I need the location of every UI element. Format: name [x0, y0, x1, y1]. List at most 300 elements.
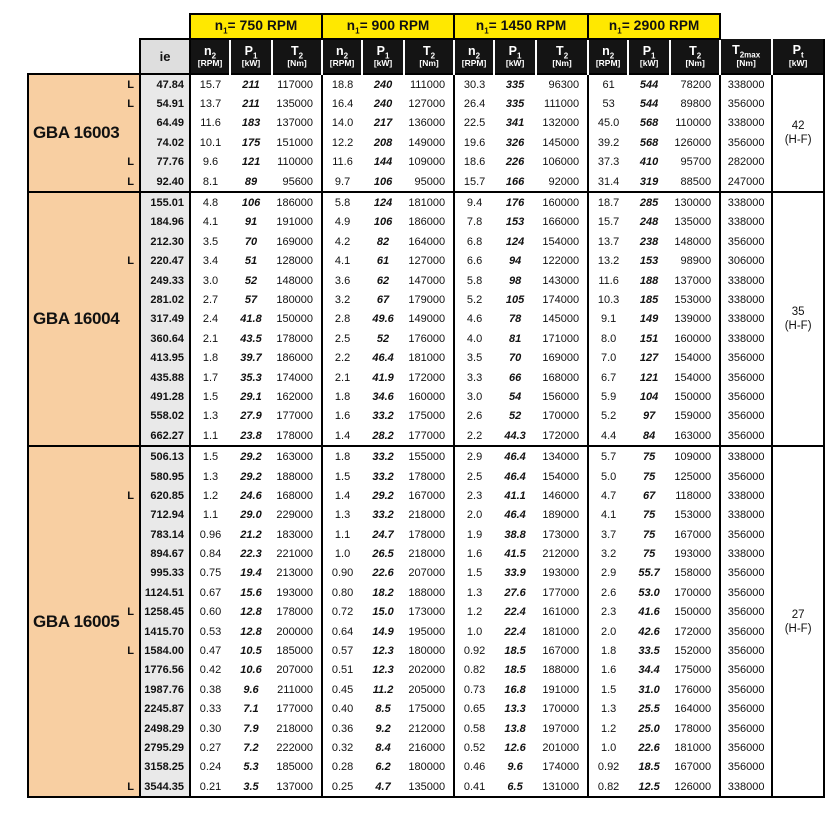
n2-cell: 18.7	[588, 192, 628, 212]
p1-cell: 124	[505, 235, 525, 248]
pt-cell	[772, 192, 824, 446]
t2-cell: 126000	[674, 780, 712, 793]
ie-cell: 54.91	[140, 94, 190, 113]
n2-cell: 0.27	[190, 738, 230, 757]
l-marker	[112, 290, 140, 309]
t2-cell: 193000	[276, 586, 314, 599]
n2-cell: 3.5	[454, 348, 494, 367]
n2-cell: 1.8	[322, 387, 362, 406]
table-body	[28, 74, 824, 797]
p1-cell: 22.3	[240, 548, 262, 561]
n2-cell: 4.1	[190, 213, 230, 232]
n2-cell: 37.3	[588, 153, 628, 172]
t2-cell: 178000	[276, 429, 314, 442]
p1-cell: 176	[494, 192, 536, 212]
t2-cell: 188000	[408, 586, 446, 599]
p1-cell: 81	[508, 332, 522, 345]
l-marker: L	[112, 252, 140, 271]
n2-cell: 0.33	[190, 700, 230, 719]
p1-cell: 9.6	[507, 761, 523, 774]
p1-cell: 21.2	[240, 528, 262, 541]
p1-cell: 335	[494, 74, 536, 94]
p1-cell: 42.6	[638, 625, 660, 638]
t2-cell: 149000	[408, 136, 446, 149]
p1-cell: 12.8	[240, 625, 262, 638]
t2-cell: 185000	[276, 761, 314, 774]
n2-cell: 1.2	[588, 719, 628, 738]
t2max-cell: 356000	[720, 387, 772, 406]
n2-cell: 0.73	[454, 680, 494, 699]
t2-cell: 178000	[276, 332, 314, 345]
ie-cell: 155.01	[140, 192, 190, 212]
p1-cell: 104	[639, 390, 659, 403]
ie-cell: 2245.87	[140, 700, 190, 719]
p1-cell: 66	[508, 371, 522, 384]
t2max-cell: 338000	[720, 114, 772, 133]
t2-cell: 179000	[408, 293, 446, 306]
t2-cell: 164000	[674, 703, 712, 716]
ratio-column-header: ie	[140, 39, 190, 74]
t2-cell: 207000	[276, 664, 314, 677]
ie-cell: 2795.29	[140, 738, 190, 757]
t2max-cell: 356000	[720, 564, 772, 583]
n2-cell: 1.3	[322, 506, 362, 525]
p1-cell: 41.5	[504, 548, 526, 561]
n2-cell: 4.0	[454, 329, 494, 348]
t2-cell: 139000	[674, 313, 712, 326]
t2max-cell: 356000	[720, 738, 772, 757]
p1-cell: 326	[505, 136, 525, 149]
n2-cell: 7.0	[588, 348, 628, 367]
ie-cell: 184.96	[140, 213, 190, 232]
t2max-cell: 338000	[720, 74, 772, 94]
l-marker	[112, 544, 140, 563]
p1-cell: 106	[373, 216, 393, 229]
t2-cell: 146000	[542, 489, 580, 502]
t2-cell: 175000	[408, 703, 446, 716]
n2-cell: 1.5	[588, 680, 628, 699]
ie-cell: 894.67	[140, 544, 190, 563]
n2-cell: 0.64	[322, 622, 362, 641]
table-row	[28, 387, 824, 406]
ie-cell: 281.02	[140, 290, 190, 309]
t2-cell: 137000	[276, 117, 314, 130]
p1-cell: 568	[639, 117, 659, 130]
t2-cell: 181000	[542, 625, 580, 638]
t2-cell: 200000	[276, 625, 314, 638]
l-marker: L	[112, 172, 140, 192]
p1-unit-header: $P_1$ [kW]	[628, 39, 670, 74]
n2-cell: 1.4	[322, 426, 362, 446]
t2max-cell: 356000	[720, 525, 772, 544]
p1-cell: 67	[376, 293, 390, 306]
t2max-cell: 356000	[720, 583, 772, 602]
t2max-cell: 356000	[720, 680, 772, 699]
n2-cell: 1.3	[454, 583, 494, 602]
table-row	[28, 348, 824, 367]
t2-cell: 145000	[542, 313, 580, 326]
t2max-cell: 338000	[720, 486, 772, 505]
ie-cell: 712.94	[140, 506, 190, 525]
n2-cell: 1.5	[190, 387, 230, 406]
ie-cell: 558.02	[140, 407, 190, 426]
t2-cell: 193000	[542, 567, 580, 580]
l-marker	[112, 680, 140, 699]
p1-cell: 26.5	[372, 548, 394, 561]
p1-cell: 18.5	[504, 645, 526, 658]
l-marker: L	[112, 74, 140, 94]
p1-cell: 28.2	[372, 429, 394, 442]
t2-cell: 143000	[542, 274, 580, 287]
l-marker	[112, 407, 140, 426]
n2-cell: 31.4	[588, 172, 628, 192]
p1-cell: 121	[639, 371, 659, 384]
n2-cell: 4.8	[190, 192, 230, 212]
p1-cell: 29.2	[240, 470, 262, 483]
p1-cell: 319	[639, 175, 659, 188]
p1-cell: 18.5	[638, 761, 660, 774]
table-row	[28, 74, 824, 94]
t2-cell: 125000	[674, 470, 712, 483]
n2-cell: 2.2	[454, 426, 494, 446]
n2-cell: 0.80	[322, 583, 362, 602]
p1-cell: 57	[244, 293, 258, 306]
p1-cell: 41.9	[372, 371, 394, 384]
n2-cell: 2.4	[190, 310, 230, 329]
t2max-unit-header: $T_{2max}$ [Nm]	[720, 39, 772, 74]
group-label-cell	[28, 446, 120, 797]
p1-cell: 53.0	[638, 586, 660, 599]
ie-cell: 435.88	[140, 368, 190, 387]
t2-cell: 98900	[680, 255, 712, 268]
n2-cell: 3.0	[454, 387, 494, 406]
t2max-cell: 338000	[720, 213, 772, 232]
n2-cell: 1.8	[190, 348, 230, 367]
group-label: GBA 16004	[33, 309, 120, 329]
l-marker	[112, 446, 140, 466]
table-row	[28, 192, 824, 212]
p1-cell: 124	[362, 192, 404, 212]
t2-cell: 132000	[542, 117, 580, 130]
p1-cell: 33.2	[362, 446, 404, 466]
speed-header-1450: $n_1= 1450$ RPM	[454, 14, 588, 39]
n2-cell: 3.3	[454, 368, 494, 387]
p1-cell: 34.6	[372, 390, 394, 403]
t2-cell: 158000	[674, 567, 712, 580]
l-marker	[112, 700, 140, 719]
t2-cell: 172000	[674, 625, 712, 638]
n2-cell: 1.2	[454, 603, 494, 622]
p1-cell: 75	[642, 470, 656, 483]
n2-cell: 5.8	[322, 192, 362, 212]
p1-cell: 12.3	[372, 664, 394, 677]
n2-cell: 5.2	[454, 290, 494, 309]
p1-cell: 27.6	[504, 586, 526, 599]
n2-cell: 1.3	[190, 407, 230, 426]
n2-cell: 5.0	[588, 467, 628, 486]
t2-cell: 178000	[408, 470, 446, 483]
n2-cell: 4.4	[588, 426, 628, 446]
l-marker: L	[112, 153, 140, 172]
t2-cell: 175000	[408, 410, 446, 423]
t2-cell: 183000	[276, 528, 314, 541]
l-marker	[112, 661, 140, 680]
t2-cell: 167000	[674, 761, 712, 774]
p1-cell: 9.2	[375, 722, 391, 735]
t2-cell: 186000	[276, 352, 314, 365]
p1-cell: 22.4	[504, 606, 526, 619]
t2-cell: 174000	[542, 761, 580, 774]
p1-cell: 49.6	[372, 313, 394, 326]
table-row	[28, 544, 824, 563]
t2-cell: 178000	[276, 606, 314, 619]
table-row	[28, 310, 824, 329]
p1-cell: 15.0	[372, 606, 394, 619]
n2-cell: 0.24	[190, 758, 230, 777]
n2-cell: 2.8	[322, 310, 362, 329]
n2-cell: 0.38	[190, 680, 230, 699]
p1-cell: 153	[505, 216, 525, 229]
n2-cell: 18.8	[322, 74, 362, 94]
pt-value: 27	[791, 608, 805, 621]
p1-cell: 24.7	[372, 528, 394, 541]
p1-cell: 240	[362, 74, 404, 94]
p1-cell: 94	[508, 255, 522, 268]
pt-value: 35	[791, 306, 805, 318]
t2-cell: 197000	[542, 722, 580, 735]
p1-unit-header: $P_1$ [kW]	[362, 39, 404, 74]
table-row	[28, 172, 824, 192]
n2-cell: 0.53	[190, 622, 230, 641]
table-row	[28, 252, 824, 271]
pt-unit-header: $P_t$ [kW]	[772, 39, 824, 74]
table-row	[28, 114, 824, 133]
p1-cell: 211	[230, 74, 272, 94]
speed-header-900: $n_1= 900$ RPM	[322, 14, 454, 39]
l-marker	[112, 271, 140, 290]
t2-cell: 191000	[542, 683, 580, 696]
ie-cell: 1776.56	[140, 661, 190, 680]
ie-cell: 77.76	[140, 153, 190, 172]
t2-cell: 205000	[408, 683, 446, 696]
ie-cell: 783.14	[140, 525, 190, 544]
ie-cell: 220.47	[140, 252, 190, 271]
t2-unit-header: $T_2$ [Nm]	[536, 39, 588, 74]
p1-cell: 10.5	[240, 645, 262, 658]
n2-cell: 0.47	[190, 641, 230, 660]
p1-cell: 22.6	[638, 741, 660, 754]
speed-header-2900: $n_1= 2900$ RPM	[588, 14, 720, 39]
n2-cell: 16.4	[322, 94, 362, 113]
t2-cell: 150000	[674, 606, 712, 619]
t2max-cell: 338000	[720, 446, 772, 466]
table-row	[28, 467, 824, 486]
table-row	[28, 622, 824, 641]
n2-cell: 2.0	[588, 622, 628, 641]
speed-data-table	[27, 13, 825, 798]
ie-cell: 620.85	[140, 486, 190, 505]
t2max-cell: 356000	[720, 133, 772, 152]
n2-cell: 2.0	[454, 506, 494, 525]
n2-cell: 13.7	[588, 232, 628, 251]
p1-cell: 285	[628, 192, 670, 212]
n2-cell: 18.6	[454, 153, 494, 172]
t2max-cell: 306000	[720, 252, 772, 271]
t2-cell: 172000	[408, 371, 446, 384]
n2-cell: 0.36	[322, 719, 362, 738]
l-marker	[112, 583, 140, 602]
t2-cell: 189000	[542, 509, 580, 522]
p1-cell: 11.2	[372, 683, 394, 696]
t2-cell: 156000	[542, 390, 580, 403]
t2-cell: 127000	[408, 255, 446, 268]
p1-cell: 7.9	[243, 722, 259, 735]
speed-header-750: $n_1= 750$ RPM	[190, 14, 322, 39]
n2-unit-header: $n_2$ [RPM]	[588, 39, 628, 74]
t2max-cell: 356000	[720, 758, 772, 777]
t2-cell: 155000	[404, 446, 454, 466]
ie-cell: 74.02	[140, 133, 190, 152]
t2-cell: 160000	[536, 192, 588, 212]
t2-cell: 229000	[276, 509, 314, 522]
p1-cell: 410	[639, 156, 659, 169]
n2-cell: 3.5	[190, 232, 230, 251]
t2max-cell: 282000	[720, 153, 772, 172]
t2-cell: 218000	[408, 548, 446, 561]
n2-cell: 0.28	[322, 758, 362, 777]
n2-cell: 15.7	[190, 74, 230, 94]
t2-unit-header: $T_2$ [Nm]	[670, 39, 720, 74]
n2-cell: 11.6	[190, 114, 230, 133]
n2-cell: 45.0	[588, 114, 628, 133]
ie-cell: 1124.51	[140, 583, 190, 602]
t2-cell: 161000	[542, 606, 580, 619]
ie-cell: 1987.76	[140, 680, 190, 699]
n2-cell: 0.42	[190, 661, 230, 680]
p1-cell: 544	[628, 74, 670, 94]
t2max-cell: 247000	[720, 172, 772, 192]
n2-unit-header: $n_2$ [RPM]	[322, 39, 362, 74]
t2-cell: 212000	[408, 722, 446, 735]
n2-cell: 0.92	[588, 758, 628, 777]
ie-cell: 491.28	[140, 387, 190, 406]
t2-cell: 134000	[536, 446, 588, 466]
n2-cell: 6.7	[588, 368, 628, 387]
t2max-cell: 356000	[720, 232, 772, 251]
t2-cell: 127000	[408, 98, 446, 111]
n2-cell: 1.7	[190, 368, 230, 387]
p1-cell: 144	[373, 156, 393, 169]
ie-cell: 3544.35	[140, 777, 190, 797]
pt-note: (H-F)	[784, 134, 812, 147]
pt-cell	[772, 446, 824, 797]
t2-cell: 201000	[542, 741, 580, 754]
p1-cell: 24.6	[240, 489, 262, 502]
t2max-cell: 338000	[720, 777, 772, 797]
n2-cell: 10.1	[190, 133, 230, 152]
group-label: GBA 16003	[33, 123, 120, 143]
l-marker	[112, 738, 140, 757]
p1-cell: 13.8	[504, 722, 526, 735]
t2-cell: 218000	[276, 722, 314, 735]
l-marker	[112, 329, 140, 348]
ie-cell: 249.33	[140, 271, 190, 290]
t2-cell: 106000	[542, 156, 580, 169]
n2-cell: 2.6	[588, 583, 628, 602]
n2-cell: 1.0	[588, 738, 628, 757]
p1-unit-header: $P_1$ [kW]	[230, 39, 272, 74]
ie-cell: 580.95	[140, 467, 190, 486]
ie-cell: 2498.29	[140, 719, 190, 738]
p1-cell: 208	[373, 136, 393, 149]
p1-cell: 568	[639, 136, 659, 149]
p1-cell: 78	[508, 313, 522, 326]
p1-cell: 67	[642, 489, 656, 502]
p1-cell: 166	[505, 175, 525, 188]
t2-cell: 154000	[542, 235, 580, 248]
group-label-cell	[28, 192, 120, 446]
t2-cell: 159000	[674, 410, 712, 423]
n2-cell: 1.1	[322, 525, 362, 544]
p1-cell: 89	[244, 175, 258, 188]
n2-cell: 2.5	[322, 329, 362, 348]
p1-cell: 12.6	[504, 741, 526, 754]
table-row	[28, 94, 824, 113]
n2-cell: 2.9	[454, 446, 494, 466]
p1-cell: 16.8	[504, 683, 526, 696]
p1-cell: 4.7	[375, 780, 391, 793]
p1-cell: 106	[230, 192, 272, 212]
p1-cell: 33.2	[372, 410, 394, 423]
p1-cell: 544	[639, 98, 659, 111]
n2-cell: 12.2	[322, 133, 362, 152]
ie-cell: 64.49	[140, 114, 190, 133]
n2-cell: 39.2	[588, 133, 628, 152]
l-marker	[112, 506, 140, 525]
n2-cell: 7.8	[454, 213, 494, 232]
p1-cell: 31.0	[638, 683, 660, 696]
header-spacer-left	[28, 14, 190, 39]
t2-cell: 95000	[414, 175, 446, 188]
t2-cell: 130000	[670, 192, 720, 212]
t2-cell: 135000	[276, 98, 314, 111]
n2-cell: 1.6	[322, 407, 362, 426]
p1-cell: 121	[241, 156, 261, 169]
t2-cell: 89800	[680, 98, 712, 111]
p1-cell: 15.6	[240, 586, 262, 599]
t2-cell: 160000	[674, 332, 712, 345]
t2-cell: 153000	[674, 293, 712, 306]
ie-cell: 47.84	[140, 74, 190, 94]
ie-cell: 212.30	[140, 232, 190, 251]
n2-cell: 1.5	[454, 564, 494, 583]
t2max-cell: 338000	[720, 310, 772, 329]
t2-cell: 166000	[542, 216, 580, 229]
p1-cell: 18.5	[504, 664, 526, 677]
p1-cell: 41.1	[504, 489, 526, 502]
n2-cell: 14.0	[322, 114, 362, 133]
l-marker	[112, 525, 140, 544]
n2-cell: 1.1	[190, 426, 230, 446]
t2max-cell: 338000	[720, 329, 772, 348]
t2max-cell: 356000	[720, 661, 772, 680]
t2-cell: 154000	[542, 470, 580, 483]
table-row	[28, 368, 824, 387]
table-row	[28, 564, 824, 583]
p1-cell: 33.5	[638, 645, 660, 658]
t2-cell: 188000	[542, 664, 580, 677]
p1-cell: 46.4	[494, 446, 536, 466]
